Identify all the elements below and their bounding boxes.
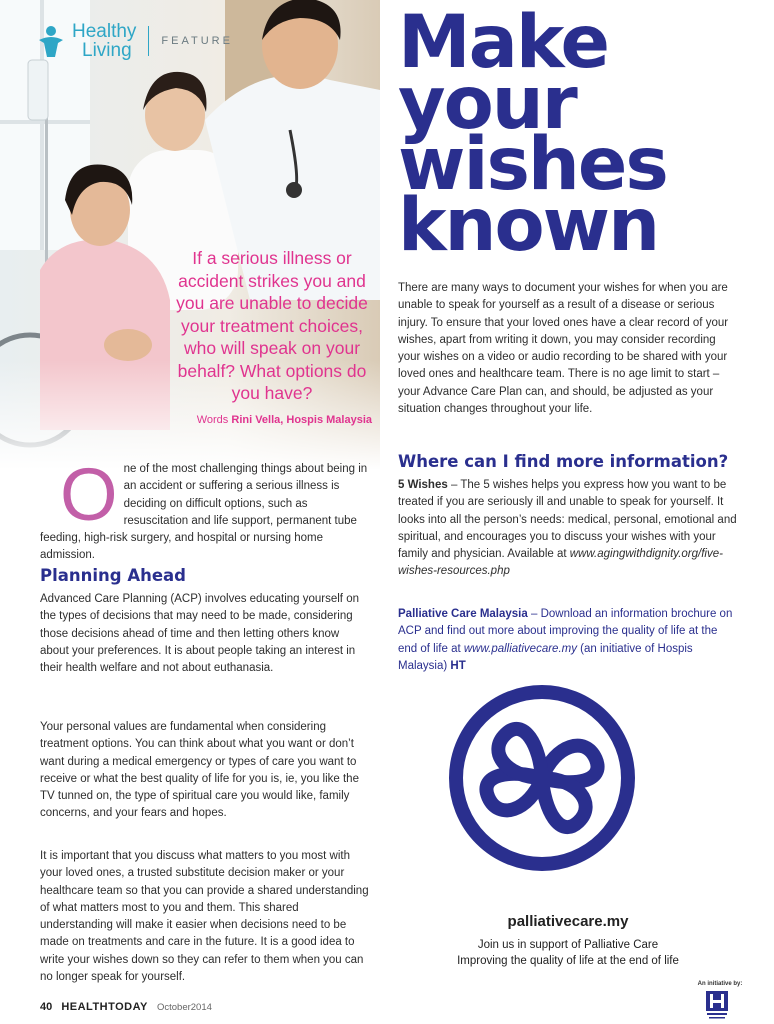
logo-tagline-2: Improving the quality of life at the end of life	[457, 955, 679, 967]
intro-paragraph-left	[40, 453, 370, 565]
page-number: 40	[40, 1001, 53, 1013]
logo-tagline-1: Join us in support of Palliative Care	[477, 939, 659, 951]
initiative-label: An initiative by:	[697, 981, 743, 987]
intro-left-text: ne of the most challenging things about being in an accident or suffering a serious illness is deciding on difficult options, such as resuscitation and life support, permanent tube feeding, high-risk surgery, and hospital or nursing home admission.	[40, 463, 368, 562]
intro-paragraph-right: There are many ways to document your wishes for when you are unable to speak for yourself as a result of a disease or serious injury. To ensure that your loved ones have a clear record of your wishes, apart from writing it down, you may consider recording your wishes on a video or audio recording to be shared with your loved ones and healthcare team. There is no age limit to start – your Advance Care Plan can, and should, be adjusted as your situation changes throughout your life.	[398, 282, 729, 416]
brand-divider	[148, 26, 149, 56]
headline-line-3: wishes	[398, 122, 667, 207]
headline-line-2: your	[398, 61, 576, 146]
page-footer	[40, 1001, 212, 1013]
byline	[172, 414, 372, 426]
planning-paragraph-1: Advanced Care Planning (ACP) involves educating yourself on the types of decisions that may need to be made, considering those decisions ahead of time and then letting others know about your preferences. It is about people taking an interest in their health welfare and not about euthanasia.	[40, 593, 359, 675]
headline-line-1: Make	[398, 0, 609, 85]
magazine-name: HEALTHTODAY	[61, 1001, 148, 1013]
drop-cap: O	[60, 453, 118, 536]
heading-more-information: Where can I find more information?	[398, 452, 729, 471]
section-label: FEATURE	[161, 35, 233, 47]
five-wishes-paragraph	[398, 477, 738, 581]
planning-paragraph-3: It is important that you discuss what matters to you most with your loved ones, a trusted substitute decision maker or your healthcare team so that you can provide a shared understanding of what matters most to you and them. This shared understanding will make it easier when decisions need to be made on treatments and care in the future. It is a good idea to write your wishes down so they can refer to them when you can no longer speak for yourself.	[40, 850, 369, 984]
pcm-text: – Download an information brochure on ACP and find out more about improving the quality of life at the end of life at	[398, 608, 733, 655]
byline-author: Rini Vella, Hospis Malaysia	[231, 414, 372, 426]
planning-paragraph-2: Your personal values are fundamental when considering treatment options. You can think about what you want or don’t want during a medical emergency or types of care you want to receive or what the best quality of life for you is, ie, you like the TV tunned on, the type of spiritual care you would like, family concerns, and your fears and hopes.	[40, 721, 359, 820]
logo-url[interactable]: palliativecare.my	[507, 913, 629, 930]
pull-quote: If a serious illness or accident strikes you and you are unable to decide your treatment choices, who will speak on your behalf? What options do you have?	[176, 248, 368, 403]
article-headline	[398, 0, 768, 268]
palliative-care-logo-icon	[447, 683, 637, 873]
pcm-link[interactable]: www.palliativecare.my	[463, 642, 577, 655]
brand-line2: Living	[82, 40, 132, 61]
palliative-care-paragraph	[398, 606, 738, 675]
heading-planning-ahead: Planning Ahead	[40, 566, 186, 585]
five-wishes-link[interactable]: www.agingwithdignity.org/five-wishes-resources.php	[398, 548, 723, 578]
pcm-tail: (an initiative of Hospis Malaysia)	[398, 642, 693, 672]
byline-prefix: Words	[196, 414, 229, 426]
pcm-title: Palliative Care Malaysia	[398, 608, 528, 620]
section-brand	[36, 22, 233, 60]
brand-line1: Healthy	[72, 21, 137, 42]
healthy-living-logo-icon	[36, 24, 66, 58]
end-mark: HT	[450, 659, 466, 672]
five-wishes-title: 5 Wishes	[398, 479, 448, 491]
issue-date: October2014	[156, 1002, 212, 1013]
five-wishes-text: – The 5 wishes helps you express how you want to be treated if you are seriously ill and unable to speak for yourself. It looks into all the person’s needs: medical, personal, emotional and spiritual, and encourages you to discuss your wishes with your family and physician. Available at	[398, 479, 737, 561]
brand-name	[72, 22, 136, 60]
hospis-malaysia-logo-icon	[705, 990, 729, 1020]
headline-line-4: known	[398, 183, 659, 268]
